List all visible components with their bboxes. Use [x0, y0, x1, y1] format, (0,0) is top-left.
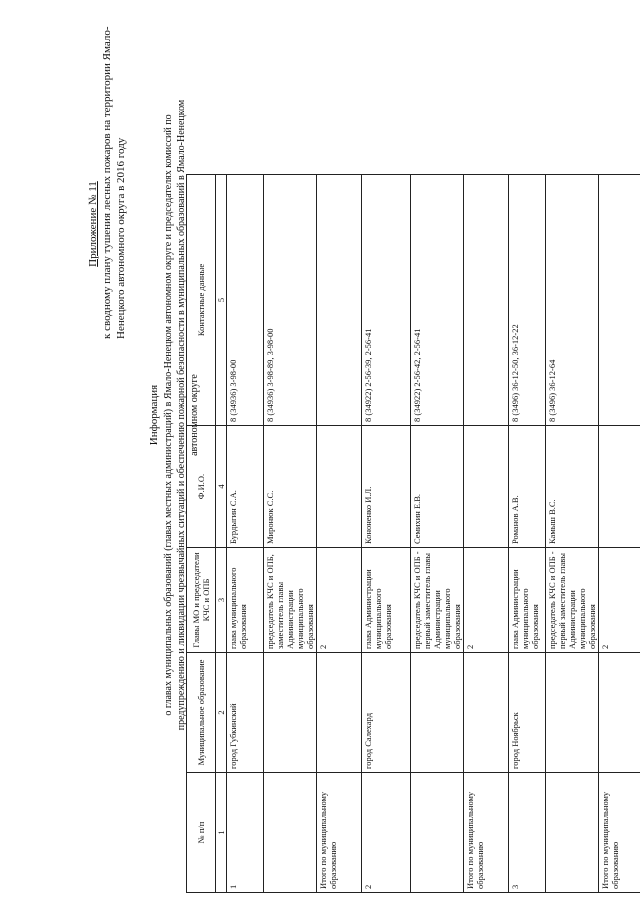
heading-title: Информация: [148, 384, 160, 446]
cell-contact: [317, 175, 362, 426]
appendix-number: Приложение № 11: [87, 181, 99, 267]
column-number-row: [216, 175, 227, 893]
cell-role: председатель КЧС и ОПБ, заместитель главы Администрации муниципального образования: [264, 548, 317, 653]
cell-mo: город Ноябрьск: [509, 653, 546, 773]
heading-line-1: о главах муниципальных образований (главах местных администраций) в Ямало-Ненецком автономном округе и председателях комиссий по: [163, 114, 174, 716]
table-row: [362, 175, 411, 893]
cell-num: 3: [509, 773, 546, 893]
cell-contact: [464, 175, 509, 426]
header-contact: Контактные данные: [187, 175, 216, 426]
header-mo: Муниципальное образование: [187, 653, 216, 773]
cell-num: [411, 773, 464, 893]
cell-fio: [464, 426, 509, 548]
cell-role: глава Администрации муниципального образования: [362, 548, 411, 653]
header-fio: Ф.И.О.: [187, 426, 216, 548]
col-number: 5: [216, 175, 227, 426]
cell-contact: 8 (34936) 3-98-00: [227, 175, 264, 426]
col-number: 3: [216, 548, 227, 653]
cell-num: Итого по муниципальному образованию: [317, 773, 362, 893]
cell-mo: [546, 653, 599, 773]
heading-line-2: предупреждению и ликвидации чрезвычайных ситуаций и обеспечению пожарной безопасности в муниципальных образований в Ямало-Ненецком: [176, 99, 187, 731]
officials-table: [186, 174, 640, 893]
cell-role: 2: [317, 548, 362, 653]
cell-contact: [599, 175, 640, 426]
cell-role: председатель КЧС и ОПБ - первый заместитель главы Администрации муниципального образования: [411, 548, 464, 653]
appendix-line-2: Ненецкого автономного округа в 2016 году: [115, 137, 127, 339]
heading-line-3: автономном округе: [189, 374, 200, 456]
cell-contact: 8 (34922) 2-56-42, 2-56-41: [411, 175, 464, 426]
cell-contact: 8 (34936) 3-98-89, 3-98-00: [264, 175, 317, 426]
table-row: [411, 175, 464, 893]
cell-num: [264, 773, 317, 893]
cell-num: [546, 773, 599, 893]
cell-fio: Миронюк С.С.: [264, 426, 317, 548]
cell-mo: [317, 653, 362, 773]
table-row: [227, 175, 264, 893]
cell-num: 2: [362, 773, 411, 893]
cell-contact: 8 (3496) 36-12-64: [546, 175, 599, 426]
cell-mo: [411, 653, 464, 773]
cell-role: председатель КЧС и ОПБ - первый заместитель главы Администрации муниципального образования: [546, 548, 599, 653]
cell-fio: Бурдыгин С.А.: [227, 426, 264, 548]
table-row: [509, 175, 546, 893]
cell-mo: город Салехард: [362, 653, 411, 773]
cell-contact: 8 (3496) 36-12-50, 36-12-22: [509, 175, 546, 426]
cell-fio: Семихин Е.В.: [411, 426, 464, 548]
cell-num: Итого по муниципальному образованию: [599, 773, 640, 893]
table-total-row: [599, 175, 640, 893]
cell-contact: 8 (34922) 2-56-39, 2-56-41: [362, 175, 411, 426]
col-number: 4: [216, 426, 227, 548]
cell-fio: [599, 426, 640, 548]
col-number: 2: [216, 653, 227, 773]
cell-mo: [264, 653, 317, 773]
table-row: [546, 175, 599, 893]
cell-role: 2: [599, 548, 640, 653]
cell-mo: [464, 653, 509, 773]
col-number: 1: [216, 773, 227, 893]
header-role: Главы МО и председатели КЧС и ОПБ: [187, 548, 216, 653]
cell-num: 1: [227, 773, 264, 893]
header-num: № п/п: [187, 773, 216, 893]
table-total-row: [317, 175, 362, 893]
cell-role: 2: [464, 548, 509, 653]
cell-role: глава Администрации муниципального образования: [509, 548, 546, 653]
cell-mo: город Губкинский: [227, 653, 264, 773]
table-header-row: [187, 175, 216, 893]
cell-role: глава муниципального образования: [227, 548, 264, 653]
cell-fio: Романов А.В.: [509, 426, 546, 548]
cell-fio: [317, 426, 362, 548]
appendix-line-1: к сводному плану тушения лесных пожаров на территории Ямало-: [101, 26, 113, 339]
table-row: [264, 175, 317, 893]
appendix-caption: [86, 27, 128, 340]
cell-fio: Кононенко И.Л.: [362, 426, 411, 548]
cell-fio: Камыш В.С.: [546, 426, 599, 548]
table-total-row: [464, 175, 509, 893]
cell-num: Итого по муниципальному образованию: [464, 773, 509, 893]
cell-mo: [599, 653, 640, 773]
